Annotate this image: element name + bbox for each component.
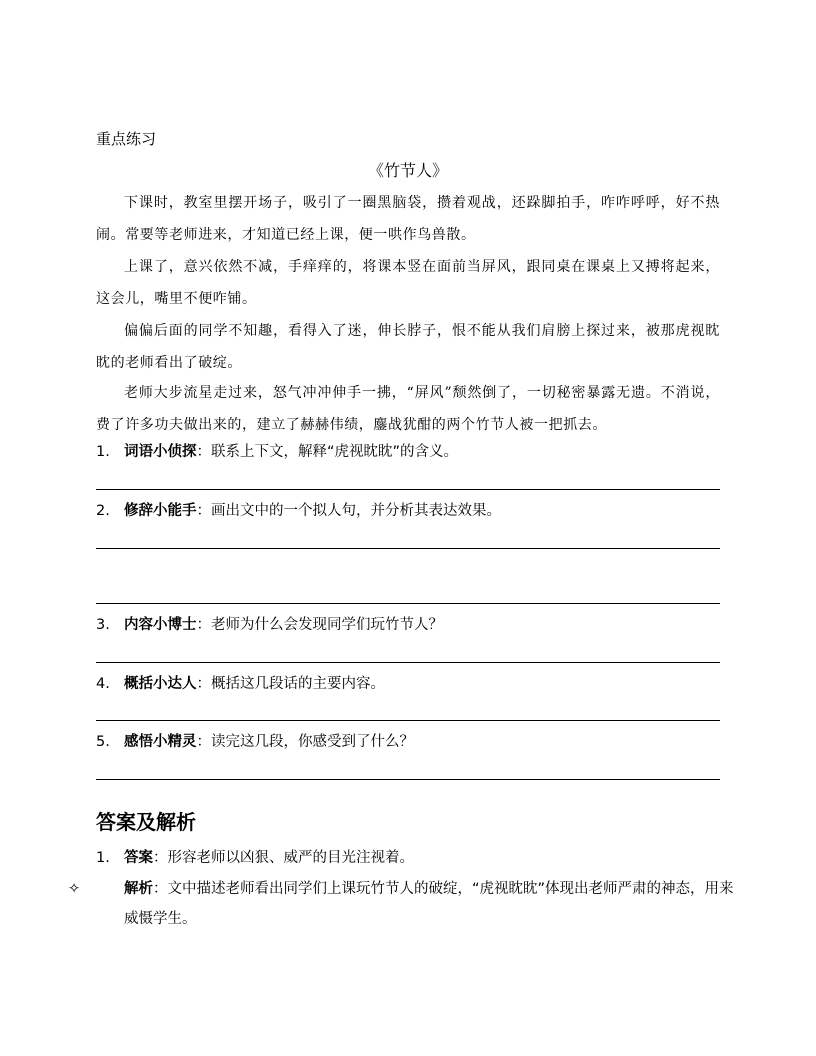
paragraph-1: 下课时，教室里摆开场子，吸引了一圈黑脑袋，攒着观战，还跺脚拍手，咋咋呼呼，好不热闹。常要等老师进来，才知道已经上课，便一哄作鸟兽散。 [96,195,720,243]
answer-number: 1. [96,850,110,866]
story-title: 《竹节人》 [367,161,448,180]
answer-line[interactable] [96,662,720,663]
question-1 [96,441,720,463]
question-keyword: 内容小博士 [124,617,197,633]
question-text: ：概括这几段话的主要内容。 [196,676,385,692]
diamond-bullet-icon: ✧ [68,881,81,897]
analysis-keyword: 解析 [124,881,153,897]
question-keyword: 修辞小能手 [124,503,197,519]
question-4 [96,673,720,695]
analysis-text: ：文中描述老师看出同学们上课玩竹节人的破绽，“虎视眈眈”体现出老师严肃的神态，用来威慑学生。 [124,881,734,927]
answers-title: 答案及解析 [96,810,196,834]
answer-text: ：形容老师以凶狠、威严的目光注视着。 [153,850,414,866]
question-keyword: 词语小侦探 [124,444,197,460]
question-5 [96,731,720,753]
answer-line[interactable] [96,548,720,549]
section-label: 重点练习 [96,130,157,148]
answer-line[interactable] [96,720,720,721]
question-text: ：读完这几段，你感受到了什么？ [196,734,414,750]
answer-line[interactable] [96,603,720,604]
question-text: ：画出文中的一个拟人句，并分析其表达效果。 [196,503,501,519]
question-number: 5. [96,734,110,750]
question-keyword: 感悟小精灵 [124,734,197,750]
answer-line[interactable] [96,489,720,490]
answer-line[interactable] [96,779,720,780]
question-keyword: 概括小达人 [124,676,197,692]
question-text: ：联系上下文，解释“虎视眈眈”的含义。 [196,444,459,460]
question-number: 2. [96,503,110,519]
paragraph-3: 偏偏后面的同学不知趣，看得入了迷，伸长脖子，恨不能从我们肩膀上探过来，被那虎视眈眈的老师看出了破绽。 [96,323,720,371]
question-3 [96,614,720,636]
answer-1 [96,843,720,873]
question-number: 4. [96,676,110,692]
question-2 [96,500,720,522]
paragraph-4: 老师大步流星走过来，怒气冲冲伸手一拂，“屏风”颓然倒了，一切秘密暴露无遗。不消说，费了许多功夫做出来的，建立了赫赫伟绩，鏖战犹酣的两个竹节人被一把抓去。 [96,385,720,433]
analysis-1 [68,874,748,934]
question-number: 3. [96,617,110,633]
answer-keyword: 答案 [124,850,153,866]
question-text: ：老师为什么会发现同学们玩竹节人？ [196,617,443,633]
question-number: 1. [96,444,110,460]
paragraph-2: 上课了，意兴依然不减，手痒痒的，将课本竖在面前当屏风，跟同桌在课桌上又搏将起来，这会儿，嘴里不便咋铺。 [96,259,720,307]
